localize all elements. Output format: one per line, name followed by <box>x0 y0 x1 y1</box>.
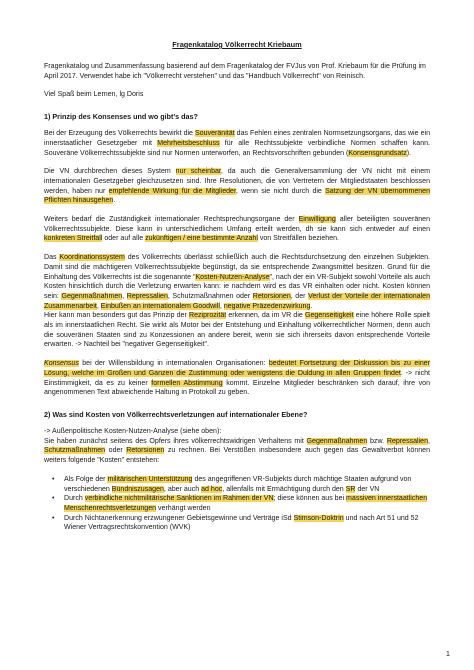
text-run: eine höhere Rolle spielt als im innerstaatlichen Recht. Sie wirkt als Motor bei der Entstehung und Einhaltung völkerrechtlicher Normen, denn auch die souveränen Staaten sind zu Konzessionen an andere bereit, wenn sie sich ihrerseits davon entsprechende Vorteile erwarten. -> Nachteil bei "negativer Gegenseitigkeit". <box>44 312 430 349</box>
text-run: Durch <box>64 495 85 503</box>
text-run: Weiters bedarf die Zuständigkeit internationaler Rechtsprechungsorgane der <box>44 216 299 224</box>
text-run: bzw. <box>367 437 387 445</box>
text-run: , <box>219 302 224 310</box>
q1-paragraph <box>44 129 430 158</box>
q1-paragraph <box>44 167 430 206</box>
bullet-icon: • <box>52 514 55 522</box>
text-run: bei der Willensbildung in internationalen Organisationen: <box>78 360 269 368</box>
list-item-text <box>64 515 419 532</box>
text-run: zu rechnen. Bei Verstößen insbesondere auch gegen das Gewaltverbot können weiters folgende "Kosten" entstehen: <box>44 447 431 465</box>
text-run: , wenn sie nicht durch die <box>235 187 326 195</box>
highlighted-text: konkreten Streitfall <box>44 235 103 243</box>
highlighted-text: Einbußen an internationalem Goodwill <box>100 302 220 310</box>
text-run: Bei der Erzeugung des Völkerrechts bewirkt die <box>44 130 196 138</box>
text-run: von Streitfällen beziehen. <box>257 235 339 243</box>
highlighted-text: Kosten-Nutzen-Analyse <box>195 273 270 281</box>
text-run: ). <box>406 149 412 157</box>
text-run: , <box>428 437 430 445</box>
bullet-icon: • <box>52 495 55 503</box>
highlighted-text: nur scheinbar <box>175 168 221 176</box>
highlighted-text: Schutzmaßnahmen <box>44 447 106 455</box>
text-run: Durch Nichtanerkennung erzwungener Gebietsgewinne und Verträge iSd <box>64 514 294 522</box>
highlighted-text: Gegenmaßnahmen <box>61 292 123 300</box>
highlighted-text: Retorsionen <box>252 292 291 300</box>
text-run: aller beteiligten souveränen Völkerrechtssubjekte. Diese kann in unterschiedlichem Umfang erteilt werden, dh sie kann sich entweder auf einen <box>44 216 430 233</box>
text-run: Die VN durchbrechen dieses System <box>44 168 176 176</box>
highlighted-text: verbindliche nichtmilitärische Sanktionen im Rahmen der VN <box>84 495 274 503</box>
list-item-text <box>64 476 411 493</box>
highlighted-text: massiven innerstaatlichen Menschenrechtsverletzungen <box>64 495 428 512</box>
text-run: und nach Art 51 und 52 Wiener Vertragsrechtskonvention (WVK) <box>64 514 419 532</box>
text-run: , der <box>290 292 309 300</box>
highlighted-text: Konsensus <box>44 360 79 368</box>
highlighted-text: Gegenseitigkeit <box>305 312 354 320</box>
highlighted-text: Reziprozität <box>189 312 227 320</box>
list-item <box>52 494 430 513</box>
q1-paragraph <box>44 253 430 350</box>
highlighted-text: Satzung der VN übernommenen Pflichten hinausgehen <box>44 187 430 205</box>
text-run: , allenfalls mit Ermächtigung durch den <box>222 485 346 493</box>
q2-lead-paragraph <box>44 427 430 466</box>
document-title: Fragenkatalog Völkerrecht Kriebaum <box>172 40 302 49</box>
highlighted-text: negative Präzedenzwirkung <box>223 302 311 310</box>
bullet-icon: • <box>52 475 55 483</box>
page-number: 1 <box>445 649 450 658</box>
greeting-line: Viel Spaß beim Lernen, lg Doris <box>44 91 144 99</box>
q1-paragraph <box>44 359 430 398</box>
text-run: kommt. Einzelne Mitglieder beschränken sich darauf, ihre von angenommenen Text abweichende Haltung in Protokoll zu geben. <box>44 379 431 397</box>
text-run: oder auf alle <box>102 235 146 243</box>
text-run: des Völkerrechts überlässt schließlich auch die Rechtsdurchsetzung den einzelnen Subjekten. Damit sind die mächtigeren Völkerrechtssubjekte begünstigt, da sie entsprechende Zwangsmittel besitzen. Grund für die Einhaltung des Völkerrechts ist die sogenannte " <box>44 254 430 281</box>
highlighted-text: Repressalien <box>386 437 429 445</box>
highlighted-text: Souveränität <box>195 130 235 138</box>
text-run: des angegriffenen VR-Subjekts durch mächtige Staaten aufgrund von verschiedenen <box>64 475 412 493</box>
q1-paragraph <box>44 215 430 244</box>
text-run: erkennen, da im VR die <box>226 312 305 320</box>
text-run: , aber auch <box>163 485 202 493</box>
cost-list <box>44 475 430 533</box>
highlighted-text: Koordinationssystem <box>59 254 125 262</box>
question-1-heading: 1) Prinzip des Konsenses und wo gibt’s das? <box>44 112 198 122</box>
highlighted-text: Gegenmaßnahmen <box>306 437 368 445</box>
text-run: ; diese können aus bei <box>273 495 347 503</box>
text-run: der VN <box>355 485 380 493</box>
text-run: für alle Rechtssubjekte verbindliche Normen schaffen kann. Souveräne Völkerrechtssubjekte sind nur Normen unterworfen, an Rechtsvorschriften gebunden ( <box>44 139 430 157</box>
highlighted-text: Konsensgrundsatz <box>348 149 407 157</box>
text-run: . -> nicht Einstimmigkeit, da es zu keiner <box>44 369 430 387</box>
text-run: das Fehlen eines zentralen Normsetzungsorgans, das wie ein innerstaatlicher Gesetzgeber mit <box>44 130 430 147</box>
highlighted-text: zukünftigen / eine bestimmte Anzahl <box>145 235 258 243</box>
highlighted-text: Bündniszusagen <box>111 485 164 493</box>
text-run: , da auch die Generalversammlung der VN nicht mit einem internationalen Gesetzgeber gleichzusetzen sind. Ihre Resolutionen, die von Vertretern der Mitgliedstaaten beschlossen werden, haben nur <box>44 168 430 195</box>
text-run: -> Außenpolitische Kosten-Nutzen-Analyse (siehe oben): Sie haben zunächst seitens des Opfers ihres völkerrechtswidrigen Verhaltens mit <box>44 427 307 445</box>
text-run: , Schutzmaßnahmen oder <box>167 292 253 300</box>
text-run: oder <box>105 447 127 455</box>
highlighted-text: Stimson-Doktrin <box>293 514 344 522</box>
highlighted-text: empfehlende Wirkung für die Mitglieder <box>108 187 236 195</box>
highlighted-text: Verlust der Vorteile der internationalen Zusammenarbeit <box>44 292 431 310</box>
highlighted-text: ad hoc <box>201 485 223 493</box>
text-run: Das <box>44 254 60 262</box>
text-run: , <box>96 302 101 310</box>
highlighted-text: Einwilligung <box>298 216 336 224</box>
text-run: , <box>122 292 127 300</box>
text-run: verhängt werden <box>156 504 211 512</box>
list-item <box>52 475 430 494</box>
text-run: . <box>113 197 116 205</box>
highlighted-text: militärischen Unterstützung <box>107 475 193 483</box>
text-run: Als Folge der <box>64 475 108 483</box>
list-item <box>52 514 430 533</box>
highlighted-text: Retorsionen <box>126 447 165 455</box>
highlighted-text: Repressalien <box>126 292 168 300</box>
highlighted-text: SR <box>345 485 356 493</box>
highlighted-text: Mehrheitsbeschluss <box>157 139 220 147</box>
list-item-text <box>64 495 427 512</box>
highlighted-text: bedeutet Fortsetzung der Diskussion bis zu einer Lösung, welche im Großen und Ganzen die Zustimmung oder wenigstens die Duldung in allen Gruppen findet <box>44 360 431 377</box>
text-run: ", nach der ein VR-Subjekt sowohl Vorteile als auch Kosten hinsichtlich durch die Verletzung erwarten kann: ie nachdem wird es das VR einhalten oder nicht. Kosten können sein: <box>44 273 430 300</box>
intro-paragraph: Fragenkatalog und Zusammenfassung basierend auf dem Fragenkatalog der FVJus von Prof. Kriebaum für die Prüfung im April 2017. Verwendet habe ich "Völkerrecht verstehen" und das "Handbuch Völkerrecht" von Reinisch. <box>44 63 426 80</box>
highlighted-text: formellen Abstimmung <box>151 379 223 387</box>
question-2-heading: 2) Was sind Kosten von Völkerrechtsverletzungen auf internationaler Ebene? <box>44 409 308 419</box>
text-run: . Hier kann man besonders gut das Prinzip der <box>44 302 313 320</box>
